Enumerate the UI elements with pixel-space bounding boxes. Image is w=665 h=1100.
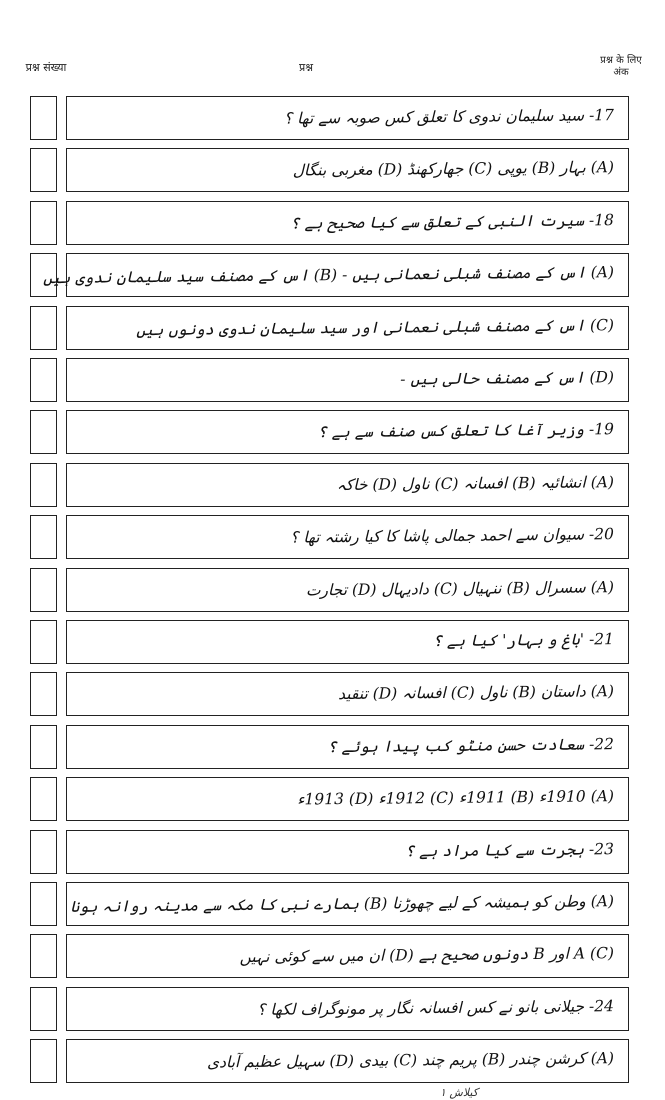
question-text: (A) کرشن چندر (B) پریم چند (C) بیدی (D) سہیل عظیم آبادی xyxy=(206,1049,615,1072)
question-text: 22- سعادت حسن منٹو کب پیدا ہوئے ؟ xyxy=(327,734,615,756)
question-row xyxy=(30,670,630,718)
question-row xyxy=(30,828,630,876)
question-text-box xyxy=(66,358,629,402)
question-text-box xyxy=(66,410,629,454)
question-text: (A) انشائیہ (B) افسانہ (C) ناول (D) خاکہ xyxy=(336,472,615,494)
question-text: 19- وزیر آغا کا تعلق کس صنف سے ہے ؟ xyxy=(317,420,615,442)
question-row xyxy=(30,356,630,404)
question-number-box[interactable] xyxy=(30,96,57,140)
question-row xyxy=(30,146,630,194)
question-text-box xyxy=(66,463,629,507)
question-number-box[interactable] xyxy=(30,777,57,821)
question-text: (A) سسرال (B) ننہیال (C) دادیہال (D) تجارت xyxy=(305,577,615,600)
question-text: (A) داستان (B) ناول (C) افسانہ (D) تنقید xyxy=(338,682,615,704)
question-text: 20- سیوان سے احمد جمالی پاشا کا کیا رشتہ تھا ؟ xyxy=(290,525,615,547)
question-row xyxy=(30,566,630,614)
question-row xyxy=(30,408,630,456)
question-number-box[interactable] xyxy=(30,148,57,192)
question-text-box xyxy=(66,882,629,926)
question-text-box xyxy=(66,934,629,978)
question-text-box xyxy=(66,515,629,559)
question-text-box xyxy=(66,620,629,664)
question-row xyxy=(30,513,630,561)
question-text-box xyxy=(66,568,629,612)
question-text-box xyxy=(66,1039,629,1083)
question-text-box xyxy=(66,96,629,140)
question-number-box[interactable] xyxy=(30,934,57,978)
question-text-box xyxy=(66,148,629,192)
question-number-box[interactable] xyxy=(30,725,57,769)
question-number-box[interactable] xyxy=(30,410,57,454)
question-number-box[interactable] xyxy=(30,987,57,1031)
question-text-box xyxy=(66,987,629,1031)
question-text: 24- جیلانی بانو نے کس افسانہ نگار پر مونوگراف لکھا ؟ xyxy=(257,996,615,1019)
question-row xyxy=(30,932,630,980)
question-text-box xyxy=(66,725,629,769)
question-number-box[interactable] xyxy=(30,358,57,402)
question-row xyxy=(30,251,630,299)
question-number-box[interactable] xyxy=(30,463,57,507)
question-number-box[interactable] xyxy=(30,620,57,664)
question-text-box xyxy=(66,306,629,350)
question-text: 23- ہجرت سے کیا مراد ہے ؟ xyxy=(404,839,615,860)
column-header-marks: प्रश्न के लिए अंक xyxy=(600,55,642,78)
question-text: 17- سید سلیمان ندوی کا تعلق کس صوبہ سے تھا ؟ xyxy=(283,106,615,128)
question-row xyxy=(30,775,630,823)
question-row xyxy=(30,94,630,142)
question-row xyxy=(30,618,630,666)
question-number-box[interactable] xyxy=(30,568,57,612)
question-number-box[interactable] xyxy=(30,672,57,716)
question-text: (D) اس کے مصنف حالی ہیں - xyxy=(400,368,615,389)
question-text: (A) اس کے مصنف شبلی نعمانی ہیں - (B) اس کے مصنف سید سلیمان ندوی ہیں xyxy=(42,263,615,288)
question-number-box[interactable] xyxy=(30,1039,57,1083)
question-row xyxy=(30,199,630,247)
question-row xyxy=(30,985,630,1033)
question-text-box xyxy=(66,777,629,821)
column-header-question: प्रश्न xyxy=(298,61,314,74)
question-row xyxy=(30,1037,630,1085)
footer-note: کیلاش ۱ xyxy=(440,1086,478,1099)
question-text: (A) بہار (B) یوپی (C) جھارکھنڈ (D) مغربی بنگال xyxy=(292,158,615,180)
question-row xyxy=(30,461,630,509)
question-number-box[interactable] xyxy=(30,882,57,926)
question-row xyxy=(30,880,630,928)
question-number-box[interactable] xyxy=(30,201,57,245)
question-text: 18- سیرت النبی کے تعلق سے کیا صحیح ہے ؟ xyxy=(290,210,615,233)
question-text-box xyxy=(66,830,629,874)
question-text: (A) وطن کو ہمیشہ کے لیے چھوڑنا (B) ہمارے نبی کا مکہ سے مدینہ روانہ ہونا xyxy=(70,892,615,916)
question-text: (C) اس کے مصنف شبلی نعمانی اور سید سلیمان ندوی دونوں ہیں xyxy=(136,315,615,339)
question-text-box xyxy=(42,253,629,297)
question-text-box xyxy=(66,201,629,245)
question-number-box[interactable] xyxy=(30,306,57,350)
column-header-question-number: प्रश्न संख्या xyxy=(25,61,67,74)
question-text-box xyxy=(66,672,629,716)
question-text: (C) A اور B دونوں صحیح ہے (D) ان میں سے کوئی نہیں xyxy=(239,944,615,967)
question-row xyxy=(30,304,630,352)
question-number-box[interactable] xyxy=(30,830,57,874)
question-row xyxy=(30,723,630,771)
question-text: 21- 'باغ و بہار' کیا ہے ؟ xyxy=(432,630,615,651)
question-number-box[interactable] xyxy=(30,515,57,559)
question-text: (A) 1910ء (B) 1911ء (C) 1912ء (D) 1913ء xyxy=(297,787,615,809)
